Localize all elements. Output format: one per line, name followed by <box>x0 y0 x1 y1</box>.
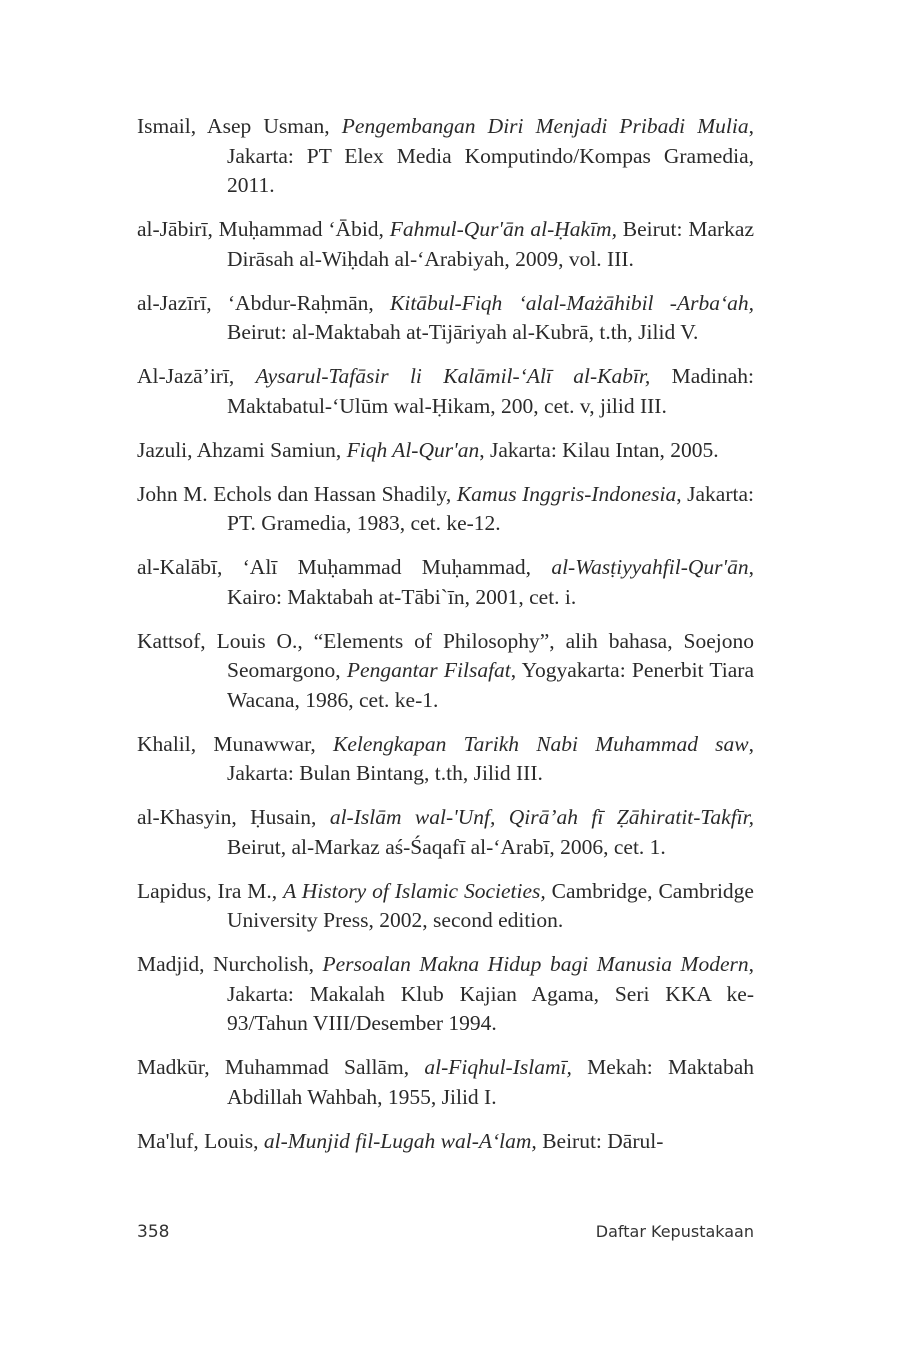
entry-publication: , Jakarta: Makalah Klub Kajian Agama, Seri KKA ke-93/Tahun VIII/Desember 1994. <box>227 952 754 1035</box>
entry-title: al-Fiqhul-Islamī, <box>424 1055 572 1079</box>
bibliography-list <box>137 112 754 1171</box>
entry-author: Al-Jazā’irī, <box>137 364 256 388</box>
entry-author: Madkūr, Muhammad Sallām, <box>137 1055 425 1079</box>
page-number: 358 <box>137 1222 170 1242</box>
entry-publication: , Jakarta: Kilau Intan, 2005. <box>479 437 719 462</box>
entry-author: Ismail, Asep Usman, <box>137 114 342 138</box>
entry-title: Kamus Inggris-Indonesia <box>456 481 677 506</box>
entry-publication: , Jakarta: Bulan Bintang, t.th, Jilid III. <box>227 731 755 785</box>
entry-title: al-Munjid fil-Lugah wal-A‘lam, <box>263 1128 537 1153</box>
bibliography-entry <box>137 950 754 1039</box>
entry-publication: , Yogyakarta: Penerbit Tiara Wacana, 1986, cet. ke-1. <box>227 658 754 712</box>
entry-publication: , Jakarta: PT. Gramedia, 1983, cet. ke-12. <box>227 481 754 535</box>
page-footer <box>137 1222 754 1242</box>
entry-author: al-Jazīrī, ‘Abdur-Raḥmān, <box>137 290 391 315</box>
entry-publication: Cambridge, Cambridge University Press, 2002, second edition. <box>227 878 754 932</box>
entry-publication: , Kairo: Maktabah at-Tābi`īn, 2001, cet. i. <box>227 555 754 609</box>
entry-publication: Beirut: al-Maktabah at-Tijāriyah al-Kubrā, t.th, Jilid V. <box>227 320 699 344</box>
entry-author: al-Khasyin, Ḥusain, <box>137 805 330 829</box>
entry-title: Kitābul-Fiqh ‘alal-Mażāhibil -Arba‘ah, <box>390 290 754 315</box>
entry-publication: Beirut, al-Markaz aś-Śaqafī al-‘Arabī, 2006, cet. 1. <box>227 834 666 859</box>
bibliography-entry <box>137 1127 754 1157</box>
entry-title: Pengantar Filsafat <box>346 658 511 682</box>
entry-publication: , Jakarta: PT Elex Media Komputindo/Kompas Gramedia, 2011. <box>227 114 754 197</box>
bibliography-entry <box>137 362 754 421</box>
entry-author: al-Kalābī, ‘Alī Muḥammad Muḥammad, <box>137 555 552 579</box>
entry-title: Aysarul-Tafāsir li Kalāmil-‘Alī al-Kabīr, <box>255 364 651 388</box>
entry-author: Ma'luf, Louis, <box>137 1128 264 1153</box>
bibliography-entry <box>137 1053 754 1112</box>
entry-publication: Beirut: Markaz Dirāsah al-Wiḥdah al-‘Arabiyah, 2009, vol. III. <box>227 217 754 271</box>
entry-author: al-Jābirī, Muḥammad ‘Ābid, <box>137 217 390 241</box>
entry-publication: Madinah: Maktabatul-‘Ulūm wal-Ḥikam, 200, cet. v, jilid III. <box>227 364 755 418</box>
bibliography-entry <box>137 289 754 348</box>
entry-author: John M. Echols dan Hassan Shadily, <box>137 481 457 506</box>
bibliography-entry <box>137 112 754 201</box>
bibliography-entry <box>137 730 754 789</box>
bibliography-entry <box>137 553 754 612</box>
entry-title: Pengembangan Diri Menjadi Pribadi Mulia <box>341 114 749 138</box>
bibliography-entry <box>137 480 754 539</box>
bibliography-entry <box>137 436 754 466</box>
bibliography-entry <box>137 215 754 274</box>
entry-title: Fiqh Al-Qur'an <box>346 437 480 462</box>
entry-author: Kattsof, Louis O., “Elements of Philosophy”, alih bahasa, Soejono Seomargono, <box>137 628 754 682</box>
entry-title: Fahmul-Qur'ān al-Ḥakīm, <box>389 217 617 241</box>
entry-title: al-Islām wal-'Unf, Qirā’ah fī Ẓāhiratit-Takfīr, <box>329 805 755 829</box>
entry-title: A History of Islamic Societies, <box>283 878 546 903</box>
entry-title: Kelengkapan Tarikh Nabi Muhammad saw <box>332 731 749 756</box>
entry-title: Persoalan Makna Hidup bagi Manusia Modern <box>322 952 749 976</box>
bibliography-entry <box>137 627 754 716</box>
entry-author: Lapidus, Ira M., <box>137 878 284 903</box>
running-footer-title: Daftar Kepustakaan <box>595 1222 754 1241</box>
entry-publication: Beirut: Dārul- <box>536 1128 664 1153</box>
bibliography-entry <box>137 877 754 936</box>
entry-author: Khalil, Munawwar, <box>137 731 333 756</box>
entry-author: Jazuli, Ahzami Samiun, <box>137 437 347 462</box>
entry-publication: Mekah: Maktabah Abdillah Wahbah, 1955, Jilid I. <box>227 1055 754 1109</box>
entry-title: al-Wasṭiyyahfil-Qur'ān <box>551 555 749 579</box>
entry-author: Madjid, Nurcholish, <box>137 952 323 976</box>
bibliography-entry <box>137 803 754 862</box>
